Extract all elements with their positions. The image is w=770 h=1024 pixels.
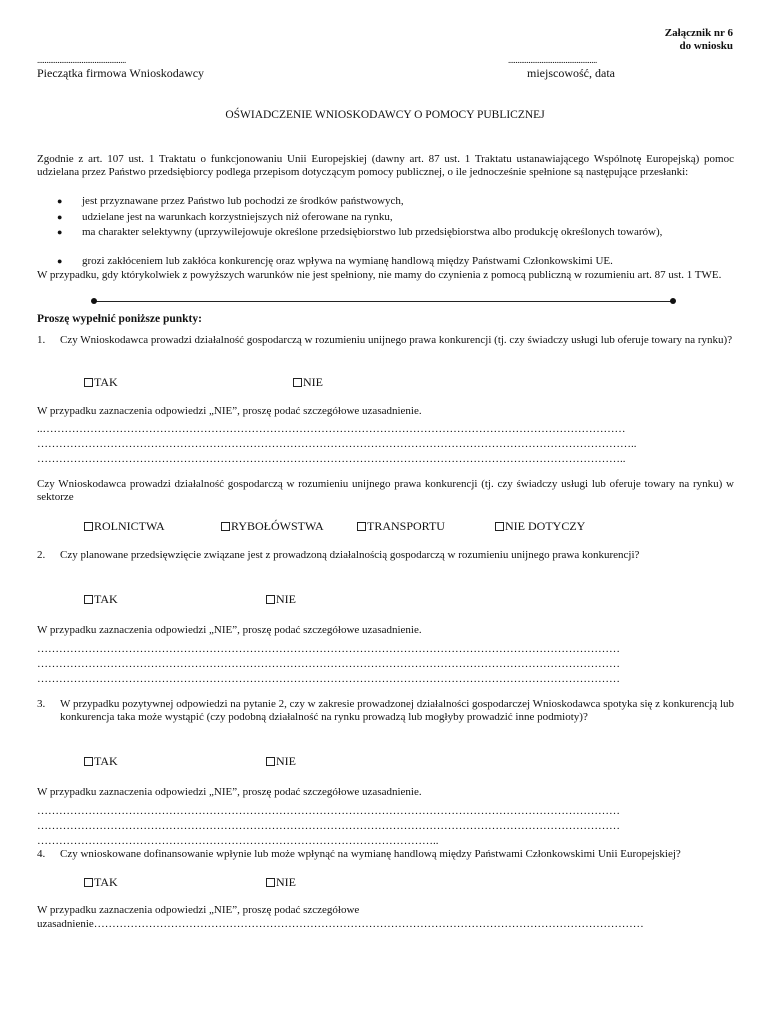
intro-bullet: ● jest przyznawane przez Państwo lub pochodzi ze środków państwowych, xyxy=(57,195,404,207)
q1-option-yes[interactable]: TAK xyxy=(84,375,118,390)
q1-justify-line[interactable]: ……………………………………………………………………………………………………………………………………………….. xyxy=(37,438,637,450)
annex-sub: do wniosku xyxy=(679,40,733,52)
q2-justify-line[interactable]: …………………………………………………………………………………………………………………………………………… xyxy=(37,673,620,685)
checkbox-icon[interactable] xyxy=(495,522,504,531)
bullet-icon: ● xyxy=(57,227,63,237)
q4-option-no[interactable]: NIE xyxy=(266,875,296,890)
checkbox-icon[interactable] xyxy=(84,757,93,766)
q3-justify-line[interactable]: …………………………………………………………………………………………………………………………………………… xyxy=(37,820,620,832)
checkbox-icon[interactable] xyxy=(84,878,93,887)
q3-justify-line[interactable]: …………………………………………………………………………………………………………………………………………… xyxy=(37,805,620,817)
sector-option-transport[interactable]: TRANSPORTU xyxy=(357,519,445,534)
question-number: 2. xyxy=(37,549,46,561)
q2-justify-line[interactable]: …………………………………………………………………………………………………………………………………………… xyxy=(37,643,620,655)
q1-justify-line[interactable]: ..…………………………………………………………………………………………………………………………………………… xyxy=(37,423,626,435)
q4-option-yes[interactable]: TAK xyxy=(84,875,118,890)
q1-justify-line[interactable]: …………………………………………………………………………………………………………………………………………….. xyxy=(37,453,626,465)
intro-paragraph: Zgodnie z art. 107 ust. 1 Traktatu o funkcjonowaniu Unii Europejskiej (dawny art. 87 ust. 1 Traktatu ustanawiającego Wspólnotę Europejską) pomoc udzielana przez Państwo przedsiębiorcy podlega przepisom dotyczącym pomocy publicznej, o ile jednocześnie spełnione są następujące przesłanki: xyxy=(37,153,734,178)
q4-justify-line[interactable]: uzasadnienie…………………………………………………………………………………………………………………………………… xyxy=(37,918,644,930)
checkbox-icon[interactable] xyxy=(266,878,275,887)
q2-option-yes[interactable]: TAK xyxy=(84,592,118,607)
q4-justify-label: W przypadku zaznaczenia odpowiedzi „NIE”, proszę podać szczegółowe xyxy=(37,904,360,916)
sector-option-not-applicable[interactable]: NIE DOTYCZY xyxy=(495,519,585,534)
checkbox-icon[interactable] xyxy=(84,522,93,531)
checkbox-icon[interactable] xyxy=(266,595,275,604)
checkbox-icon[interactable] xyxy=(221,522,230,531)
checkbox-icon[interactable] xyxy=(293,378,302,387)
question-2-text: Czy planowane przedsięwzięcie związane jest z prowadzoną działalnością gospodarczą w rozumieniu unijnego prawa konkurencji? xyxy=(60,549,640,561)
instructions-heading: Proszę wypełnić poniższe punkty: xyxy=(37,313,202,325)
q1-option-no[interactable]: NIE xyxy=(293,375,323,390)
bullet-icon: ● xyxy=(57,196,63,206)
bullet-icon: ● xyxy=(57,212,63,222)
question-1-text: Czy Wnioskodawca prowadzi działalność gospodarczą w rozumieniu unijnego prawa konkurencji (tj. czy świadczy usługi lub oferuje towary na rynku)? xyxy=(60,334,733,346)
annex-label: Załącznik nr 6 xyxy=(664,27,733,39)
question-4-text: Czy wnioskowane dofinansowanie wpłynie lub może wpłynąć na wymianę handlową między Państwami Członkowskimi Unii Europejskiej? xyxy=(60,848,681,860)
intro-bullet: ● udzielane jest na warunkach korzystniejszych niż oferowane na rynku, xyxy=(57,211,393,223)
intro-bullet: ● grozi zakłóceniem lub zakłóca konkurencję oraz wpływa na wymianę handlową między Państwami Członkowskimi UE. xyxy=(57,255,613,267)
stamp-dots: ................................................ xyxy=(37,55,126,65)
checkbox-icon[interactable] xyxy=(266,757,275,766)
q3-option-yes[interactable]: TAK xyxy=(84,754,118,769)
sector-question-text: Czy Wnioskodawca prowadzi działalność gospodarczą w rozumieniu unijnego prawa konkurencji (tj. czy świadczy usługi lub oferuje towary na rynku) w sektorze xyxy=(37,478,734,503)
question-number: 4. xyxy=(37,848,46,860)
separator-dot-left xyxy=(91,298,97,304)
q3-option-no[interactable]: NIE xyxy=(266,754,296,769)
q3-justify-label: W przypadku zaznaczenia odpowiedzi „NIE”, proszę podać szczegółowe uzasadnienie. xyxy=(37,786,422,798)
checkbox-icon[interactable] xyxy=(84,595,93,604)
stamp-label: Pieczątka firmowa Wnioskodawcy xyxy=(37,66,205,80)
sector-option-agriculture[interactable]: ROLNICTWA xyxy=(84,519,165,534)
date-label: miejscowość, data xyxy=(527,66,615,80)
sector-option-fisheries[interactable]: RYBOŁÓWSTWA xyxy=(221,519,324,534)
separator-dot-right xyxy=(670,298,676,304)
q2-justify-label: W przypadku zaznaczenia odpowiedzi „NIE”, proszę podać szczegółowe uzasadnienie. xyxy=(37,624,422,636)
q3-justify-line[interactable]: ……………………………………………………………………………………………….. xyxy=(37,835,439,847)
q2-option-no[interactable]: NIE xyxy=(266,592,296,607)
checkbox-icon[interactable] xyxy=(84,378,93,387)
intro-bullet: ● ma charakter selektywny (uprzywilejowuje określone przedsiębiorstwo lub przedsiębiorstwa albo produkcję określonych towarów), xyxy=(57,226,663,238)
intro-closing: W przypadku, gdy którykolwiek z powyższych warunków nie jest spełniony, nie mamy do czynienia z pomocą publiczną w rozumieniu art. 87 ust. 1 TWE. xyxy=(37,269,722,281)
q1-justify-label: W przypadku zaznaczenia odpowiedzi „NIE”, proszę podać szczegółowe uzasadnienie. xyxy=(37,405,422,417)
checkbox-icon[interactable] xyxy=(357,522,366,531)
bullet-icon: ● xyxy=(57,256,63,266)
date-dots: ................................................ xyxy=(508,55,597,65)
q2-justify-line[interactable]: …………………………………………………………………………………………………………………………………………… xyxy=(37,658,620,670)
question-3-text: W przypadku pozytywnej odpowiedzi na pytanie 2, czy w zakresie prowadzonej działalności gospodarczej Wnioskodawca spotyka się z konkurencją lub konkurencja taka może wystąpić (czy podobną działalność na rynku prowadzą lub mogłyby prowadzić inne podmioty)? xyxy=(60,698,734,723)
document-title: OŚWIADCZENIE WNIOSKODAWCY O POMOCY PUBLICZNEJ xyxy=(225,109,545,121)
question-number: 1. xyxy=(37,334,46,346)
separator-line xyxy=(94,301,673,302)
question-number: 3. xyxy=(37,698,46,710)
